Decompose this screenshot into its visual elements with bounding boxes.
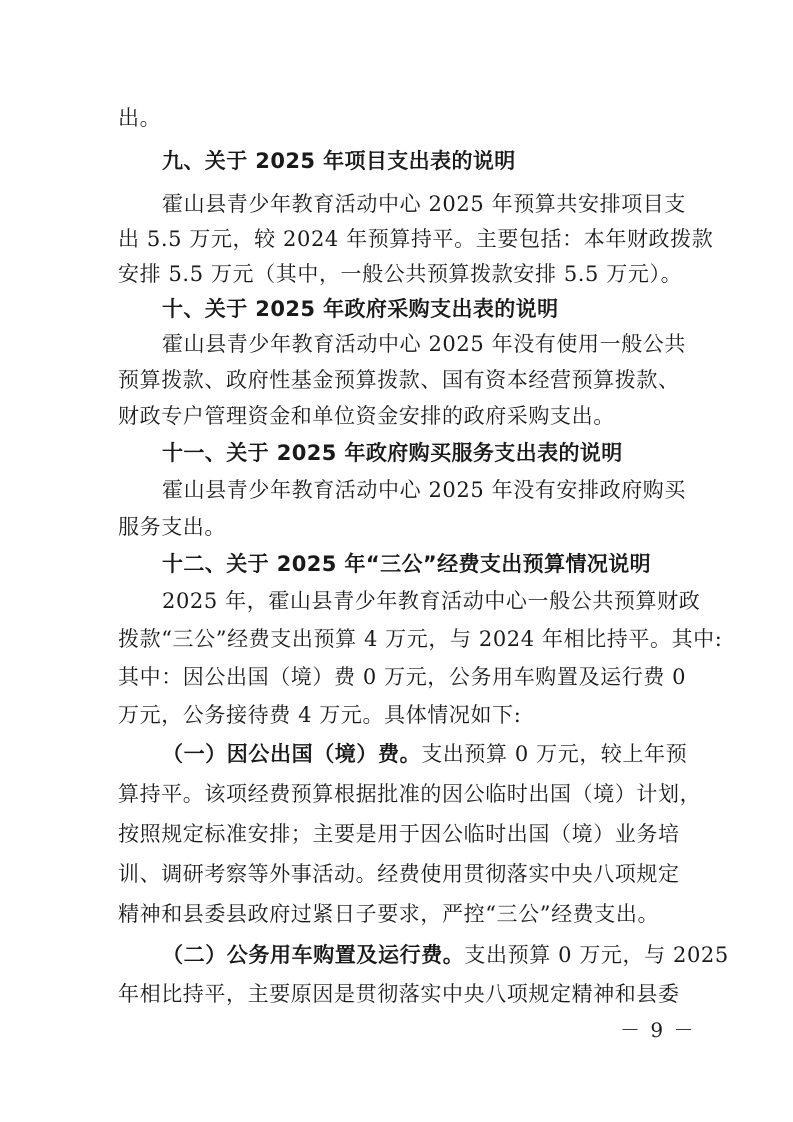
paragraph-line: 训、调研考察等外事活动。经费使用贯彻落实中央八项规定 [118,862,680,886]
paragraph-line: 年相比持平，主要原因是贯彻落实中央八项规定精神和县委 [118,982,680,1006]
paragraph-line: 霍山县青少年教育活动中心 2025 年没有使用一般公共 [162,332,686,356]
section-heading: 九、关于 2025 年项目支出表的说明 [162,149,516,173]
paragraph-line: 出 5.5 万元，较 2024 年预算持平。主要包括：本年财政拨款 [118,227,714,251]
paragraph-line: 按照规定标准安排；主要是用于因公临时出国（境）业务培 [118,822,680,846]
paragraph-line: 万元，公务接待费 4 万元。具体情况如下: [118,703,522,727]
paragraph-line: 财政专户管理资金和单位资金安排的政府采购支出。 [118,404,615,428]
paragraph-line: 其中：因公出国（境）费 0 万元，公务用车购置及运行费 0 [118,665,687,689]
subsection-text: 支出预算 0 万元，较上年预 [421,742,688,766]
paragraph-line: 拨款“三公”经费支出预算 4 万元，与 2024 年相比持平。其中: [118,627,723,651]
paragraph-line: 霍山县青少年教育活动中心 2025 年预算共安排项目支 [162,192,686,216]
page-number: － 9 － [620,1018,696,1042]
subsection-label: （二）公务用车购置及运行费。 [162,943,465,967]
paragraph-line: 服务支出。 [118,515,226,539]
paragraph-line: 2025 年，霍山县青少年教育活动中心一般公共预算财政 [162,589,701,613]
paragraph-line [162,740,688,768]
paragraph-line: 霍山县青少年教育活动中心 2025 年没有安排政府购买 [162,478,686,502]
subsection-text: 支出预算 0 万元，与 2025 [464,943,729,967]
section-heading: 十一、关于 2025 年政府购买服务支出表的说明 [162,441,623,465]
paragraph-line [162,941,729,969]
paragraph-line: 预算拨款、政府性基金预算拨款、国有资本经营预算拨款、 [118,368,680,392]
paragraph-line: 精神和县委县政府过紧日子要求，严控“三公”经费支出。 [118,902,660,926]
paragraph-line: 出。 [118,106,162,130]
subsection-label: （一）因公出国（境）费。 [162,742,422,766]
paragraph-line: 安排 5.5 万元（其中，一般公共预算拨款安排 5.5 万元）。 [118,262,683,286]
section-heading: 十、关于 2025 年政府采购支出表的说明 [162,297,559,321]
paragraph-line: 算持平。该项经费预算根据批准的因公临时出国（境）计划， [118,782,702,806]
section-heading: 十二、关于 2025 年“三公”经费支出预算情况说明 [162,552,652,576]
